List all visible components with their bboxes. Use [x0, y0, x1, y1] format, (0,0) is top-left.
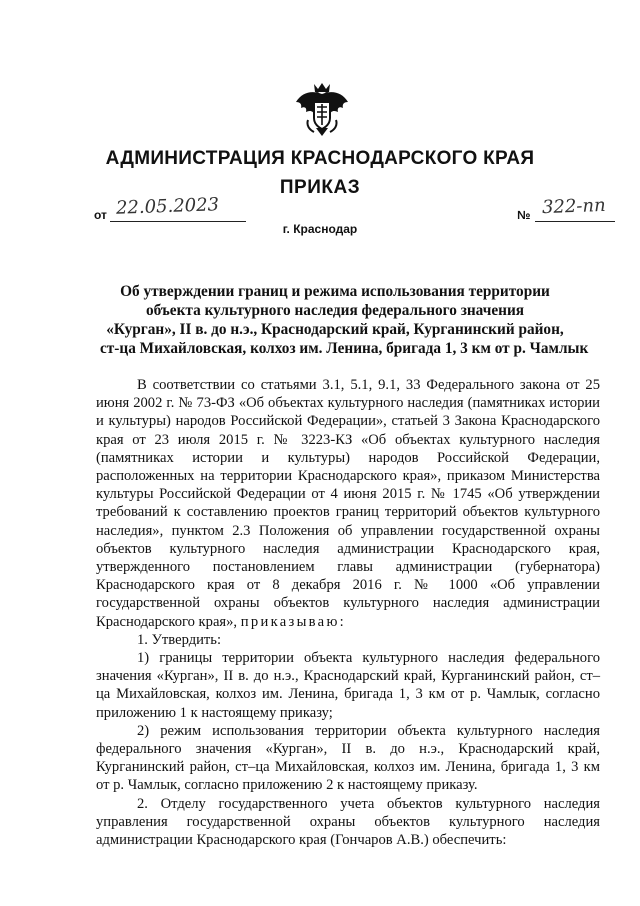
title-line: «Курган», II в. до н.э., Краснодарский край, Курганинский район,	[106, 321, 564, 338]
document-body	[96, 376, 600, 849]
number-prefix: №	[517, 208, 531, 222]
title-line: ст-ца Михайловская, колхоз им. Ленина, бригада 1, 3 км от р. Чамлык	[100, 340, 589, 357]
order-word: приказываю:	[240, 613, 347, 630]
handwritten-date: 22.05.2023	[115, 194, 220, 219]
document-title	[100, 282, 589, 358]
document-type: ПРИКАЗ	[279, 177, 361, 198]
preamble-paragraph	[96, 376, 600, 631]
item-1: 1. Утвердить:	[137, 631, 222, 648]
item-1-2: 2) режим использования территории объекта культурного наследия федерального значения «Курган», II в. до н.э., Краснодарский край, Курганинский район, ст–ца Михайловская, колхоз им. Ленина, бригада 1, 3 км от р. Чамлык, согласно приложению 2 к настоящему приказу.	[96, 722, 600, 794]
title-line: Об утверждении границ и режима использования территории	[120, 283, 550, 300]
item-2: 2. Отделу государственного учета объектов культурного наследия управления государственной охраны объектов культурного наследия администрации Краснодарского края (Гончаров А.В.) обеспечить:	[96, 795, 600, 849]
organization-name: АДМИНИСТРАЦИЯ КРАСНОДАРСКОГО КРАЯ	[105, 148, 535, 169]
preamble-text: В соответствии со статьями 3.1, 5.1, 9.1, 33 Федерального закона от 25 июня 2002 г. № 73-ФЗ «Об объектах культурного наследия (памятниках истории и культуры) народов Российской Федерации», статьей 3 Закона Краснодарского края от 23 июля 2015 г. № 3223-КЗ «Об объектах культурного наследия (памятниках истории и культуры) народов Российской Федерации, расположенных на территории Краснодарского края», приказом Министерства культуры Российской Федерации от 4 июня 2015 г. № 1745 «Об утверждении требований к составлению проектов границ территорий объектов культурного наследия», пунктом 2.3 Положения об управлении государственной охраны объектов культурного наследия администрации Краснодарского края, утвержденного постановлением главы администрации (губернатора) Краснодарского края от 8 декабря 2016 г. № 1000 «Об управлении государственной охраны объектов культурного наследия администрации Краснодарского края»,	[96, 377, 600, 630]
date-prefix: от	[94, 208, 107, 222]
coat-of-arms-icon	[292, 80, 352, 138]
handwritten-number: 322-пп	[541, 194, 606, 219]
item-1-1: 1) границы территории объекта культурного наследия федерального значения «Курган», II в. до н.э., Краснодарский край, Курганинский район, ст–ца Михайловская, колхоз им. Ленина, бригада 1, 3 км от р. Чамлык, согласно приложению 1 к настоящему приказу;	[96, 650, 600, 721]
issue-city: г. Краснодар	[282, 222, 358, 236]
title-line: объекта культурного наследия федерального значения	[145, 302, 525, 319]
